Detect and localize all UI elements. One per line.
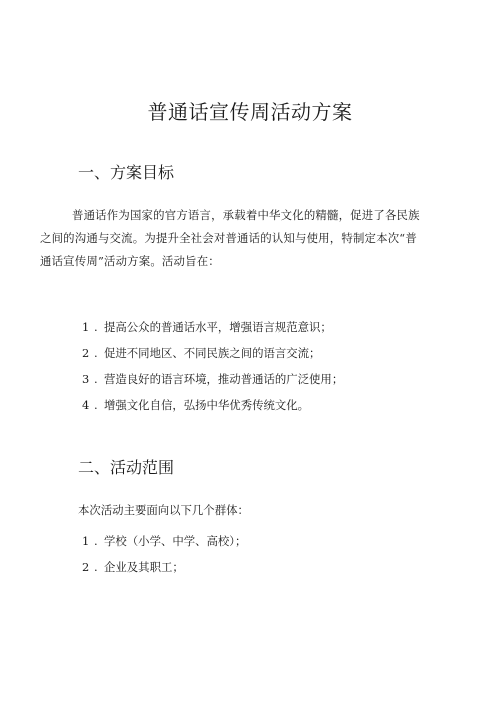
- list-item: 1 . 提高公众的普通话水平，增强语言规范意识；: [82, 314, 343, 340]
- goals-list: [82, 314, 343, 418]
- list-item: 4 . 增强文化自信，弘扬中华优秀传统文化。: [82, 392, 343, 418]
- paragraph-line: 普通话作为国家的官方语言，承载着中华文化的精髓，促进了各民族: [72, 208, 420, 222]
- list-item: 1 . 学校（小学、中学、高校）；: [82, 528, 246, 554]
- list-item: 2 . 促进不同地区、不同民族之间的语言交流；: [82, 340, 343, 366]
- list-item-text: 促进不同地区、不同民族之间的语言交流；: [104, 346, 321, 360]
- list-item: 3 . 营造良好的语言环境，推动普通话的广泛使用；: [82, 366, 343, 392]
- section-heading-goals: 一、方案目标: [78, 163, 175, 182]
- list-item-text: 学校（小学、中学、高校）；: [104, 534, 247, 548]
- paragraph-line: 之间的沟通与交流。为提升全社会对普通话的认知与使用，特制定本次“普: [40, 231, 417, 245]
- list-item-number: 3: [82, 372, 90, 386]
- list-item-text: 增强文化自信，弘扬中华优秀传统文化。: [104, 398, 310, 412]
- list-item-number: 4: [82, 398, 90, 412]
- list-item-text: 提高公众的普通话水平，增强语言规范意识；: [104, 320, 332, 334]
- list-item-number: 1: [82, 320, 90, 334]
- list-item-number: 2: [82, 560, 90, 574]
- paragraph-line: 通话宣传周”活动方案。活动旨在：: [40, 254, 220, 268]
- list-item: 2 . 企业及其职工；: [82, 554, 246, 580]
- scope-list: [82, 528, 246, 580]
- goals-paragraph: [40, 204, 460, 273]
- document-title: 普通话宣传周活动方案: [147, 100, 353, 124]
- list-item-number: 1: [82, 534, 90, 548]
- list-item-number: 2: [82, 346, 90, 360]
- list-item-text: 营造良好的语言环境，推动普通话的广泛使用；: [104, 372, 344, 386]
- scope-paragraph: 本次活动主要面向以下几个群体：: [78, 503, 249, 517]
- section-heading-scope: 二、活动范围: [78, 458, 175, 477]
- list-item-text: 企业及其职工；: [104, 560, 184, 574]
